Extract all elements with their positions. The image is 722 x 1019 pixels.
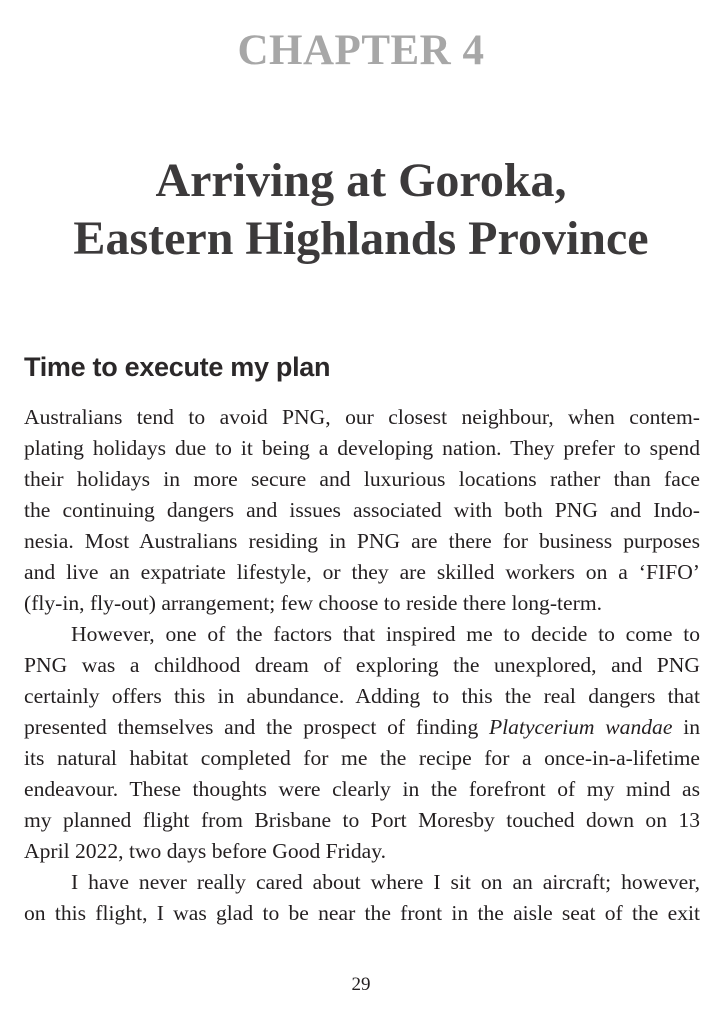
paragraph-3-line-2: on this flight, I was glad to be near the front in the aisle seat of the exit [24,901,700,925]
body-text [24,402,700,929]
paragraph-1-line-6: and live an expatriate lifestyle, or they are skilled workers on a ‘FIFO’ [24,560,700,584]
paragraph-1-line-7: (fly-in, fly-out) arrangement; few choose to reside there long-term. [24,591,603,615]
paragraph-2-line-7: my planned flight from Brisbane to Port Moresby touched down on 13 [24,808,700,832]
paragraph-2-line-8: April 2022, two days before Good Friday. [24,839,387,863]
chapter-title-line-1: Arriving at Goroka, [155,154,567,207]
chapter-title [0,152,722,268]
species-name-italic: Platycerium wandae [488,715,673,739]
chapter-label: CHAPTER 4 [237,27,485,74]
paragraph-1-line-3: their holidays in more secure and luxurious locations rather than face [24,467,700,491]
paragraph-2-line-4-after: in [672,715,700,739]
chapter-title-line-2: Eastern Highlands Province [73,212,649,265]
paragraph-2-line-5: its natural habitat completed for me the recipe for a once-in-a-lifetime [24,746,700,770]
section-heading: Time to execute my plan [24,352,331,382]
paragraph-2-line-4-before: presented themselves and the prospect of finding [24,715,489,739]
paragraph-1-line-2: plating holidays due to it being a developing nation. They prefer to spend [24,436,700,460]
paragraph-1-line-4: the continuing dangers and issues associated with both PNG and Indo- [24,498,700,522]
paragraph-1-line-1: Australians tend to avoid PNG, our closest neighbour, when contem- [24,405,700,429]
paragraph-2-line-2: PNG was a childhood dream of exploring the unexplored, and PNG [24,653,700,677]
paragraph-2-line-3: certainly offers this in abundance. Adding to this the real dangers that [24,684,700,708]
page-number: 29 [351,974,371,995]
paragraph-2-line-4 [24,712,700,743]
paragraph-3-line-1: I have never really cared about where I sit on an aircraft; however, [71,870,700,894]
paragraph-2-line-1: However, one of the factors that inspired me to decide to come to [71,622,700,646]
paragraph-2-line-6: endeavour. These thoughts were clearly in the forefront of my mind as [24,777,700,801]
paragraph-1-line-5: nesia. Most Australians residing in PNG are there for business purposes [24,529,700,553]
